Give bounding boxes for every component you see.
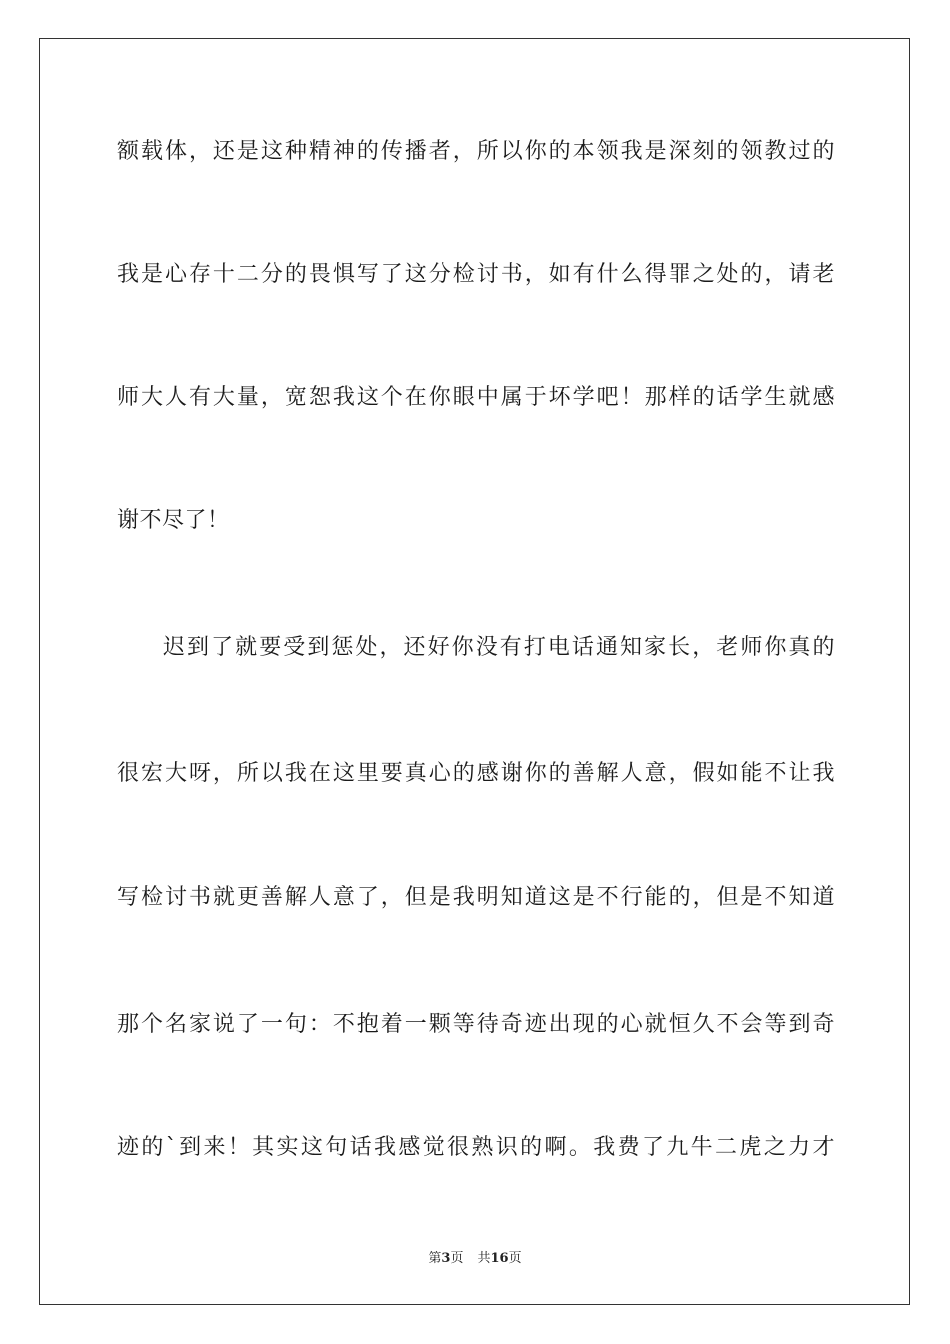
page-footer bbox=[0, 1247, 950, 1266]
total-prefix: 共 bbox=[477, 1251, 491, 1266]
text-line-1: 额载体，还是这种精神的传播者，所以你的本领我是深刻的领教过的 bbox=[117, 139, 835, 164]
paragraph-2-line-1: 迟到了就要受到惩处，还好你没有打电话通知家长，老师你真的 bbox=[163, 635, 835, 660]
text-line-7: 写检讨书就更善解人意了，但是我明知道这是不行能的，但是不知道 bbox=[117, 885, 835, 910]
text-line-4: 谢不尽了！ bbox=[117, 508, 230, 533]
page-prefix: 第 bbox=[428, 1251, 442, 1266]
text-line-9: 迹的`到来！其实这句话我感觉很熟识的啊。我费了九牛二虎之力才 bbox=[117, 1135, 835, 1160]
text-line-8: 那个名家说了一句：不抱着一颗等待奇迹出现的心就恒久不会等到奇 bbox=[117, 1012, 835, 1037]
text-line-2: 我是心存十二分的畏惧写了这分检讨书，如有什么得罪之处的，请老 bbox=[117, 262, 835, 287]
page-border bbox=[39, 38, 910, 1305]
text-line-6: 很宏大呀，所以我在这里要真心的感谢你的善解人意，假如能不让我 bbox=[117, 761, 835, 786]
page-suffix: 页 bbox=[450, 1251, 464, 1266]
page-number: 3 bbox=[441, 1251, 451, 1266]
total-suffix: 页 bbox=[508, 1251, 522, 1266]
text-line-3: 师大人有大量，宽恕我这个在你眼中属于坏学吧！那样的话学生就感 bbox=[117, 385, 835, 410]
total-pages: 16 bbox=[490, 1251, 509, 1266]
